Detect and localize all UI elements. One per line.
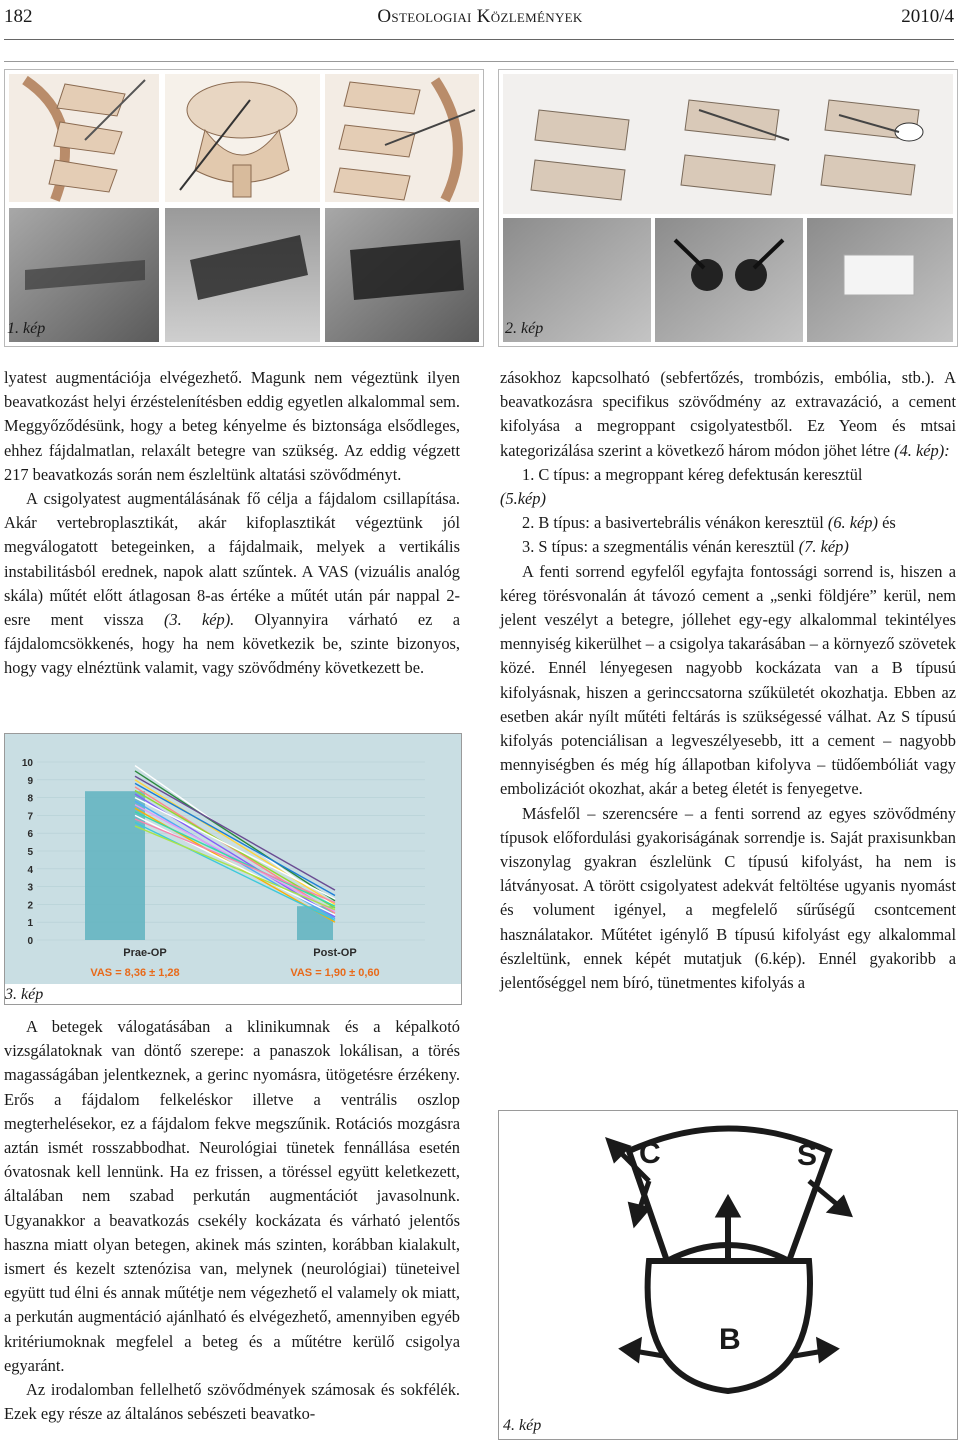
figure-reference: (3. kép). — [163, 610, 235, 630]
list-item: 2. B típus: a basivertebrális vénákon keresztül (6. kép) és — [522, 513, 896, 533]
figure-4 — [498, 1110, 958, 1440]
y-tick-label: 2 — [27, 900, 33, 912]
y-tick-label: 3 — [27, 882, 33, 894]
figure-2-image — [499, 70, 957, 346]
label-s: S — [797, 1139, 818, 1172]
figure-reference: (5.kép) — [500, 489, 546, 509]
figure-rule — [4, 61, 954, 62]
figure-1 — [4, 69, 484, 347]
issue-number: 2010/4 — [901, 6, 954, 27]
y-tick-label: 0 — [27, 936, 33, 947]
paragraph: A fenti sorrend egyfelől egyfajta fontossági sorrend is, hiszen a kéreg törésvonalán át távozó cement a „senki földjére” kerül, nem jelent veszélyt a betegre, jóllehet egy-egy alkalommal tekintélyes mennyiség kikerülhet – a csigolya takarásában – a környező szövetek közé. Ennél lényegesen nagyobb kockázata van a B típusú kifolyásnak, hiszen a gerinccsatorna szűkületét okozhatja. Ebben az esetben akár nyílt műtéti feltárás is szükségessé válhat. Az S típusú kifolyás potenciálisan a legveszélyesebb, itt a cement – nagyobb mennyiségben és még híg állapotban kifolyva – tüdőembóliát vagy embolizációt okozhat, akár a beteg életét is fenyegetve. — [500, 561, 956, 799]
figure-1-image — [5, 70, 483, 346]
figure-3-caption: 3. kép — [5, 986, 44, 1003]
arrow-b-right-head — [819, 1341, 835, 1359]
list-item: 1. C típus: a megroppant kéreg defektusán keresztül (5.kép) — [500, 464, 863, 509]
right-column — [500, 366, 956, 995]
y-tick-label: 6 — [27, 829, 33, 841]
arrow-b-left-head — [623, 1341, 639, 1359]
vas-annotation: VAS = 8,36 ± 1,28 — [90, 967, 180, 979]
x-category-label: Post-OP — [313, 947, 357, 959]
figure-2-caption: 2. kép — [505, 320, 544, 337]
vas-annotation: VAS = 1,90 ± 0,60 — [290, 967, 380, 979]
paragraph: A betegek válogatásában a klinikumnak és a képalkotó vizsgálatoknak van döntő szerepe: a panaszok lokálisan, a törés magasságában jelentkeznek, a gerinc nyomásra, ütögetésre érzékeny. Erős a fájdalom felkeléskor illetve a ventrális oszlop megterhelésekor, ez a fájdalom fekve megszűnik. Rotációs mozgásra aztán ismét rosszabbodhat. Neurológiai tünetek fennállása esetén óvatosnak kell lennünk. Ha ez frissen, a töréssel együtt keletkezett, általában nem szabad perkután augmentációt javasolnunk. Ugyanakkor a beavatkozás csekély kockázata és várható jelentős haszna miatt olyan betegen, akinek más szinten, korábban kialakult, ismert és kezelt sztenózisa van, melynek (neurológiai) tüneteivel együtt tud élni és annak műtétje nem végezhető el valamely ok miatt, a perkután augmentáció ajánlható és elvégezhető, amennyiben egyéb kritériumoknak megfelel a beteg és a műtétre kerülő csigolya egyaránt. — [4, 1017, 460, 1375]
spine-sketch-2 — [325, 74, 479, 202]
figure-4-diagram — [499, 1111, 957, 1411]
running-header — [0, 0, 960, 30]
y-tick-label: 9 — [27, 775, 33, 787]
y-tick-label: 1 — [27, 918, 33, 930]
balloon-sketches — [503, 74, 953, 214]
header-rule — [4, 39, 954, 40]
label-c: C — [639, 1137, 661, 1170]
figure-4-caption: 4. kép — [503, 1417, 542, 1434]
figure-reference: (4. kép): — [894, 440, 950, 460]
label-b: B — [719, 1323, 741, 1356]
vas-chart — [5, 734, 461, 984]
arrow-c2-head — [631, 1205, 647, 1223]
xray-5 — [655, 218, 803, 342]
figure-reference: (7. kép) — [798, 537, 849, 557]
list-item: 3. S típus: a szegmentális vénán keresztül (7. kép) — [522, 537, 849, 557]
paragraph: Másfelől – szerencsére – a fenti sorrend az egyes szövődmény típusok előfordulási gyakoriságának sorrendje is. Saját praxisunkban viszonylag gyakran észlelünk C típusú kifolyást, ha nem is látványosat. A törött csigolyatest adekvát feltöltése ugyanis nyomást és volument igényel, a megfelelő sűrűségű csontcement használatakor. Műtétet igénylő B típusú kifolyást egy alkalommal észleltünk, ennek képét mutatjuk (6.kép). Ennél gyakoribb a jelentőséggel nem bíró, tünetmentes kifolyás a — [500, 803, 956, 993]
bar — [85, 791, 145, 940]
paragraph: zásokhoz kapcsolható (sebfertőzés, trombózis, embólia, stb.). A beavatkozásra specifikus szövődmény az extravazáció, a cement kifolyása a megroppant csigolyatestből. Ez Yeom és mtsai kategorizálása szerint a következő három módon jöhet létre (4. kép): — [500, 368, 956, 460]
spine-sketch-1 — [9, 74, 159, 202]
paragraph: A csigolyatest augmentálásának fő célja a fájdalom csillapítása. Akár vertebroplasztikát, akár kifoplasztikát végeztünk jól megválogatott betegeinken, a fájdalmaik, melyek a vertikális instabilitásból erednek, napok alatt szűntek. A VAS (vizuális analóg skála) műtét előtt átlagosan 8-as értéke a műtét után pár nappal 2-esre ment vissza (3. kép). Olyannyira várható ez a fájdalomcsökkenés, hogy ha nem következik be, szinte bizonyos, hogy vagy elnéztünk valamit, vagy szövődmény következett be. — [4, 489, 460, 678]
journal-title: Osteologiai Közlemények — [377, 6, 583, 27]
y-tick-label: 8 — [27, 793, 33, 805]
figure-1-caption: 1. kép — [7, 320, 46, 337]
vertebra-sketch — [165, 74, 320, 202]
x-category-label: Prae-OP — [123, 947, 167, 959]
paragraph: Az irodalomban fellelhető szövődmények számosak és sokfélék. Ezek egy része az általános sebészeti beavatko- — [4, 1380, 460, 1424]
figure-3 — [4, 733, 462, 1005]
left-column-lower — [4, 1015, 460, 1426]
y-tick-label: 10 — [21, 758, 33, 769]
y-tick-label: 7 — [27, 811, 33, 823]
figure-2 — [498, 69, 958, 347]
paragraph: lyatest augmentációja elvégezhető. Magunk nem végeztünk ilyen beavatkozást helyi érzéstelenítésben eddig egyetlen alkalommal sem. Meggyőződésünk, hogy a beteg kényelme és biztonsága elsődleges, ehhez fájdalmatlan, relaxált betegre van szükség. Az eddig végzett 217 beavatkozás során nem észleltünk altatási szövődményt. — [4, 368, 460, 484]
y-tick-label: 5 — [27, 847, 33, 858]
figure-reference: (6. kép) — [827, 513, 878, 533]
y-tick-label: 4 — [27, 864, 33, 876]
left-column-upper — [4, 366, 460, 681]
arrow-up-head — [719, 1199, 737, 1215]
page-number: 182 — [4, 6, 33, 27]
